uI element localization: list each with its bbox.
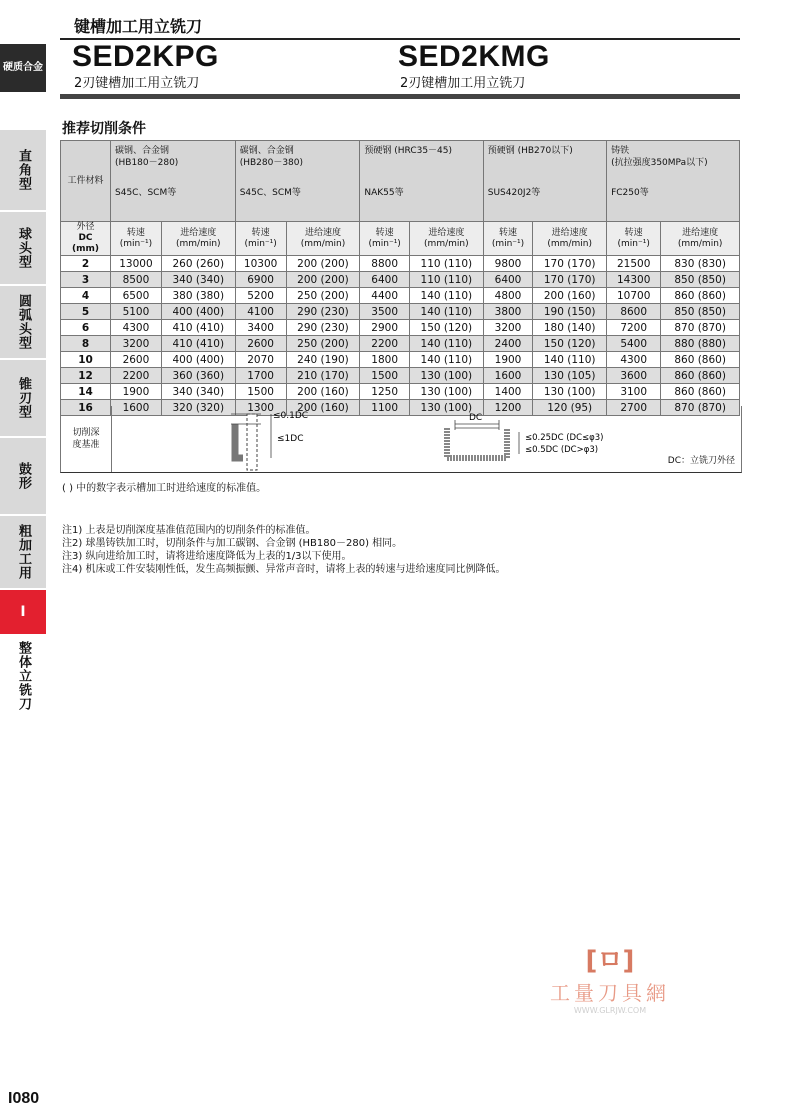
- feed-cell: 180 (140): [533, 320, 607, 336]
- speed-cell: 2200: [111, 368, 162, 384]
- speed-cell: 1250: [360, 384, 410, 400]
- material-header: 预硬钢 (HB270以下) SUS420J2等: [483, 141, 606, 222]
- speed-cell: 8500: [111, 272, 162, 288]
- feed-cell: 190 (150): [533, 304, 607, 320]
- cut-depth-reference: [60, 406, 742, 473]
- feed-cell: 130 (105): [533, 368, 607, 384]
- dc-definition-note: DC：立铣刀外径: [667, 456, 735, 466]
- feed-cell: 860 (860): [661, 352, 740, 368]
- tab-barrel[interactable]: 鼓形: [0, 438, 46, 514]
- speed-cell: 3500: [360, 304, 410, 320]
- speed-cell: 1500: [360, 368, 410, 384]
- feed-cell: 140 (110): [409, 336, 483, 352]
- feed-cell: 400 (400): [161, 352, 235, 368]
- table-row: [61, 288, 740, 304]
- speed-cell: 10300: [235, 256, 286, 272]
- feed-cell: 130 (100): [409, 384, 483, 400]
- slot-milling-diagram: [441, 410, 681, 470]
- watermark-logo-icon: [ㅁ]: [585, 946, 635, 976]
- dc-cell: 14: [61, 384, 111, 400]
- speed-cell: 2400: [483, 336, 533, 352]
- feed-cell: 260 (260): [161, 256, 235, 272]
- table-row: [61, 256, 740, 272]
- feed-cell: 200 (160): [286, 400, 360, 416]
- speed-cell: 3100: [607, 384, 661, 400]
- feed-cell: 830 (830): [661, 256, 740, 272]
- speed-cell: 4300: [111, 320, 162, 336]
- speed-cell: 2700: [607, 400, 661, 416]
- dc-cell: 4: [61, 288, 111, 304]
- speed-cell: 1600: [111, 400, 162, 416]
- feed-cell: 200 (160): [533, 288, 607, 304]
- feed-cell: 170 (170): [533, 256, 607, 272]
- speed-cell: 5200: [235, 288, 286, 304]
- feed-cell: 320 (320): [161, 400, 235, 416]
- column-header-row: [61, 222, 740, 256]
- tab-taper[interactable]: 锥刃型: [0, 360, 46, 436]
- feed-cell: 380 (380): [161, 288, 235, 304]
- speed-cell: 2900: [360, 320, 410, 336]
- speed-cell: 5400: [607, 336, 661, 352]
- category-title: 键槽加工用立铣刀: [74, 17, 203, 36]
- feed-cell: 110 (110): [409, 256, 483, 272]
- table-row: [61, 352, 740, 368]
- speed-cell: 8800: [360, 256, 410, 272]
- section-title: 推荐切削条件: [62, 121, 146, 137]
- feed-cell: 130 (100): [409, 368, 483, 384]
- feed-column-header: 进给速度 (mm/min): [286, 222, 360, 256]
- speed-cell: 8600: [607, 304, 661, 320]
- model-code-kpg: SED2KPG: [72, 40, 219, 73]
- feed-cell: 200 (160): [286, 384, 360, 400]
- slot-depth-a: ≤0.25DC (DC≤φ3): [525, 433, 604, 443]
- header-bar: [60, 94, 740, 99]
- tab-carbide[interactable]: 硬质合金: [0, 44, 46, 92]
- dc-cell: 8: [61, 336, 111, 352]
- material-header: 铸铁 (抗拉强度350MPa以下) FC250等: [607, 141, 740, 222]
- speed-cell: 2600: [111, 352, 162, 368]
- table-row: [61, 368, 740, 384]
- feed-column-header: 进给速度 (mm/min): [161, 222, 235, 256]
- speed-cell: 1300: [235, 400, 286, 416]
- feed-cell: 860 (860): [661, 384, 740, 400]
- speed-cell: 6900: [235, 272, 286, 288]
- feed-column-header: 进给速度 (mm/min): [409, 222, 483, 256]
- cutting-conditions-table: [60, 140, 740, 416]
- table-row: [61, 304, 740, 320]
- feed-cell: 290 (230): [286, 320, 360, 336]
- speed-cell: 1200: [483, 400, 533, 416]
- feed-cell: 290 (230): [286, 304, 360, 320]
- material-header: 预硬钢 (HRC35－45) NAK55等: [360, 141, 483, 222]
- speed-cell: 1700: [235, 368, 286, 384]
- dc-cell: 12: [61, 368, 111, 384]
- dc-label: DC: [469, 413, 483, 423]
- speed-cell: 14300: [607, 272, 661, 288]
- dc-cell: 10: [61, 352, 111, 368]
- feed-cell: 410 (410): [161, 336, 235, 352]
- speed-column-header: 转速 (min⁻¹): [483, 222, 533, 256]
- note-item: 注1) 上表是切削深度基准值范围内的切削条件的标准值。: [62, 525, 316, 536]
- feed-cell: 360 (360): [161, 368, 235, 384]
- speed-cell: 1600: [483, 368, 533, 384]
- feed-cell: 340 (340): [161, 272, 235, 288]
- feed-cell: 850 (850): [661, 304, 740, 320]
- endmill-outline: [247, 414, 257, 470]
- depth-a-label: ≤0.1DC: [273, 411, 309, 421]
- table-row: [61, 272, 740, 288]
- dc-cell: 6: [61, 320, 111, 336]
- speed-cell: 3400: [235, 320, 286, 336]
- model-desc-kmg: 2刃键槽加工用立铣刀: [400, 76, 526, 91]
- feed-cell: 860 (860): [661, 368, 740, 384]
- workpiece-section: [235, 424, 243, 458]
- speed-cell: 1500: [235, 384, 286, 400]
- feed-cell: 130 (100): [533, 384, 607, 400]
- feed-cell: 110 (110): [409, 272, 483, 288]
- feed-cell: 120 (95): [533, 400, 607, 416]
- speed-cell: 3800: [483, 304, 533, 320]
- feed-column-header: 进给速度 (mm/min): [661, 222, 740, 256]
- feed-cell: 130 (100): [409, 400, 483, 416]
- tab-solid-endmill[interactable]: 整体立铣刀: [16, 641, 31, 711]
- speed-cell: 5100: [111, 304, 162, 320]
- dc-cell: 2: [61, 256, 111, 272]
- cut-depth-label: 切削深度基准: [72, 428, 100, 450]
- watermark-url: WWW.GLRJW.COM: [573, 1006, 647, 1015]
- speed-column-header: 转速 (min⁻¹): [607, 222, 661, 256]
- speed-cell: 1100: [360, 400, 410, 416]
- feed-cell: 210 (170): [286, 368, 360, 384]
- speed-cell: 10700: [607, 288, 661, 304]
- dc-cell: 5: [61, 304, 111, 320]
- speed-cell: 3200: [483, 320, 533, 336]
- notes-list: [62, 524, 505, 576]
- speed-cell: 3200: [111, 336, 162, 352]
- speed-cell: 3600: [607, 368, 661, 384]
- tab-square[interactable]: 直角型: [0, 130, 46, 210]
- speed-cell: 4400: [360, 288, 410, 304]
- speed-cell: 13000: [111, 256, 162, 272]
- speed-cell: 6500: [111, 288, 162, 304]
- slot-depth-b: ≤0.5DC (DC>φ3): [525, 445, 599, 455]
- dc-cell: 3: [61, 272, 111, 288]
- tab-roughing[interactable]: 粗加工用: [0, 516, 46, 588]
- speed-cell: 2070: [235, 352, 286, 368]
- speed-cell: 2600: [235, 336, 286, 352]
- dc-cell: 16: [61, 400, 111, 416]
- speed-cell: 6400: [360, 272, 410, 288]
- speed-cell: 4800: [483, 288, 533, 304]
- table-row: [61, 384, 740, 400]
- page-number: I080: [8, 1090, 40, 1107]
- feed-cell: 170 (170): [533, 272, 607, 288]
- feed-cell: 140 (110): [409, 352, 483, 368]
- depth-b-label: ≤1DC: [277, 434, 304, 444]
- speed-cell: 1900: [111, 384, 162, 400]
- feed-cell: 870 (870): [661, 400, 740, 416]
- speed-cell: 1800: [360, 352, 410, 368]
- material-header: 碳钢、合金钢 (HB280－380) S45C、SCM等: [235, 141, 360, 222]
- speed-cell: 6400: [483, 272, 533, 288]
- feed-cell: 410 (410): [161, 320, 235, 336]
- tab-radius[interactable]: 圆弧头型: [0, 286, 46, 358]
- feed-cell: 200 (200): [286, 272, 360, 288]
- speed-cell: 7200: [607, 320, 661, 336]
- feed-cell: 150 (120): [409, 320, 483, 336]
- speed-cell: 4300: [607, 352, 661, 368]
- feed-cell: 140 (110): [409, 288, 483, 304]
- speed-column-header: 转速 (min⁻¹): [111, 222, 162, 256]
- table-row: [61, 336, 740, 352]
- speed-cell: 4100: [235, 304, 286, 320]
- feed-cell: 140 (110): [409, 304, 483, 320]
- note-item: 注4) 机床或工件安装刚性低，发生高频振颤、异常声音时，请将上表的转速与进给速度同比例降低。: [62, 564, 506, 575]
- speed-column-header: 转速 (min⁻¹): [360, 222, 410, 256]
- model-code-kmg: SED2KMG: [398, 40, 550, 73]
- feed-cell: 400 (400): [161, 304, 235, 320]
- work-material-label: 工件材料: [61, 141, 111, 222]
- tab-section-i[interactable]: I: [0, 590, 46, 634]
- feed-cell: 860 (860): [661, 288, 740, 304]
- feed-cell: 250 (200): [286, 336, 360, 352]
- dc-header: 外径 DC (mm): [61, 222, 111, 256]
- feed-cell: 880 (880): [661, 336, 740, 352]
- feed-cell: 870 (870): [661, 320, 740, 336]
- speed-cell: 1900: [483, 352, 533, 368]
- feed-cell: 250 (200): [286, 288, 360, 304]
- feed-cell: 200 (200): [286, 256, 360, 272]
- feed-column-header: 进给速度 (mm/min): [533, 222, 607, 256]
- table-row: [61, 320, 740, 336]
- side-tab-bar: [0, 0, 48, 1120]
- material-header: 碳钢、合金钢 (HB180－280) S45C、SCM等: [111, 141, 236, 222]
- watermark: [540, 940, 680, 1015]
- watermark-name: 工量刀具網: [550, 981, 670, 1005]
- speed-column-header: 转速 (min⁻¹): [235, 222, 286, 256]
- paren-note: ( ) 中的数字表示槽加工时进给速度的标准值。: [62, 483, 267, 494]
- speed-cell: 9800: [483, 256, 533, 272]
- feed-cell: 150 (120): [533, 336, 607, 352]
- feed-cell: 240 (190): [286, 352, 360, 368]
- speed-cell: 2200: [360, 336, 410, 352]
- side-milling-diagram: [221, 406, 381, 472]
- feed-cell: 140 (110): [533, 352, 607, 368]
- model-desc-kpg: 2刃键槽加工用立铣刀: [74, 76, 200, 91]
- slot-section: [447, 428, 507, 458]
- tab-ball[interactable]: 球头型: [0, 212, 46, 284]
- note-item: 注3) 纵向进给加工时，请将进给速度降低为上表的1/3以下使用。: [62, 551, 352, 562]
- material-header-row: [61, 141, 740, 222]
- speed-cell: 1400: [483, 384, 533, 400]
- table-body: [61, 256, 740, 416]
- feed-cell: 850 (850): [661, 272, 740, 288]
- feed-cell: 340 (340): [161, 384, 235, 400]
- speed-cell: 21500: [607, 256, 661, 272]
- note-item: 注2) 球墨铸铁加工时，切削条件与加工碳钢、合金钢 (HB180－280) 相同。: [62, 538, 403, 549]
